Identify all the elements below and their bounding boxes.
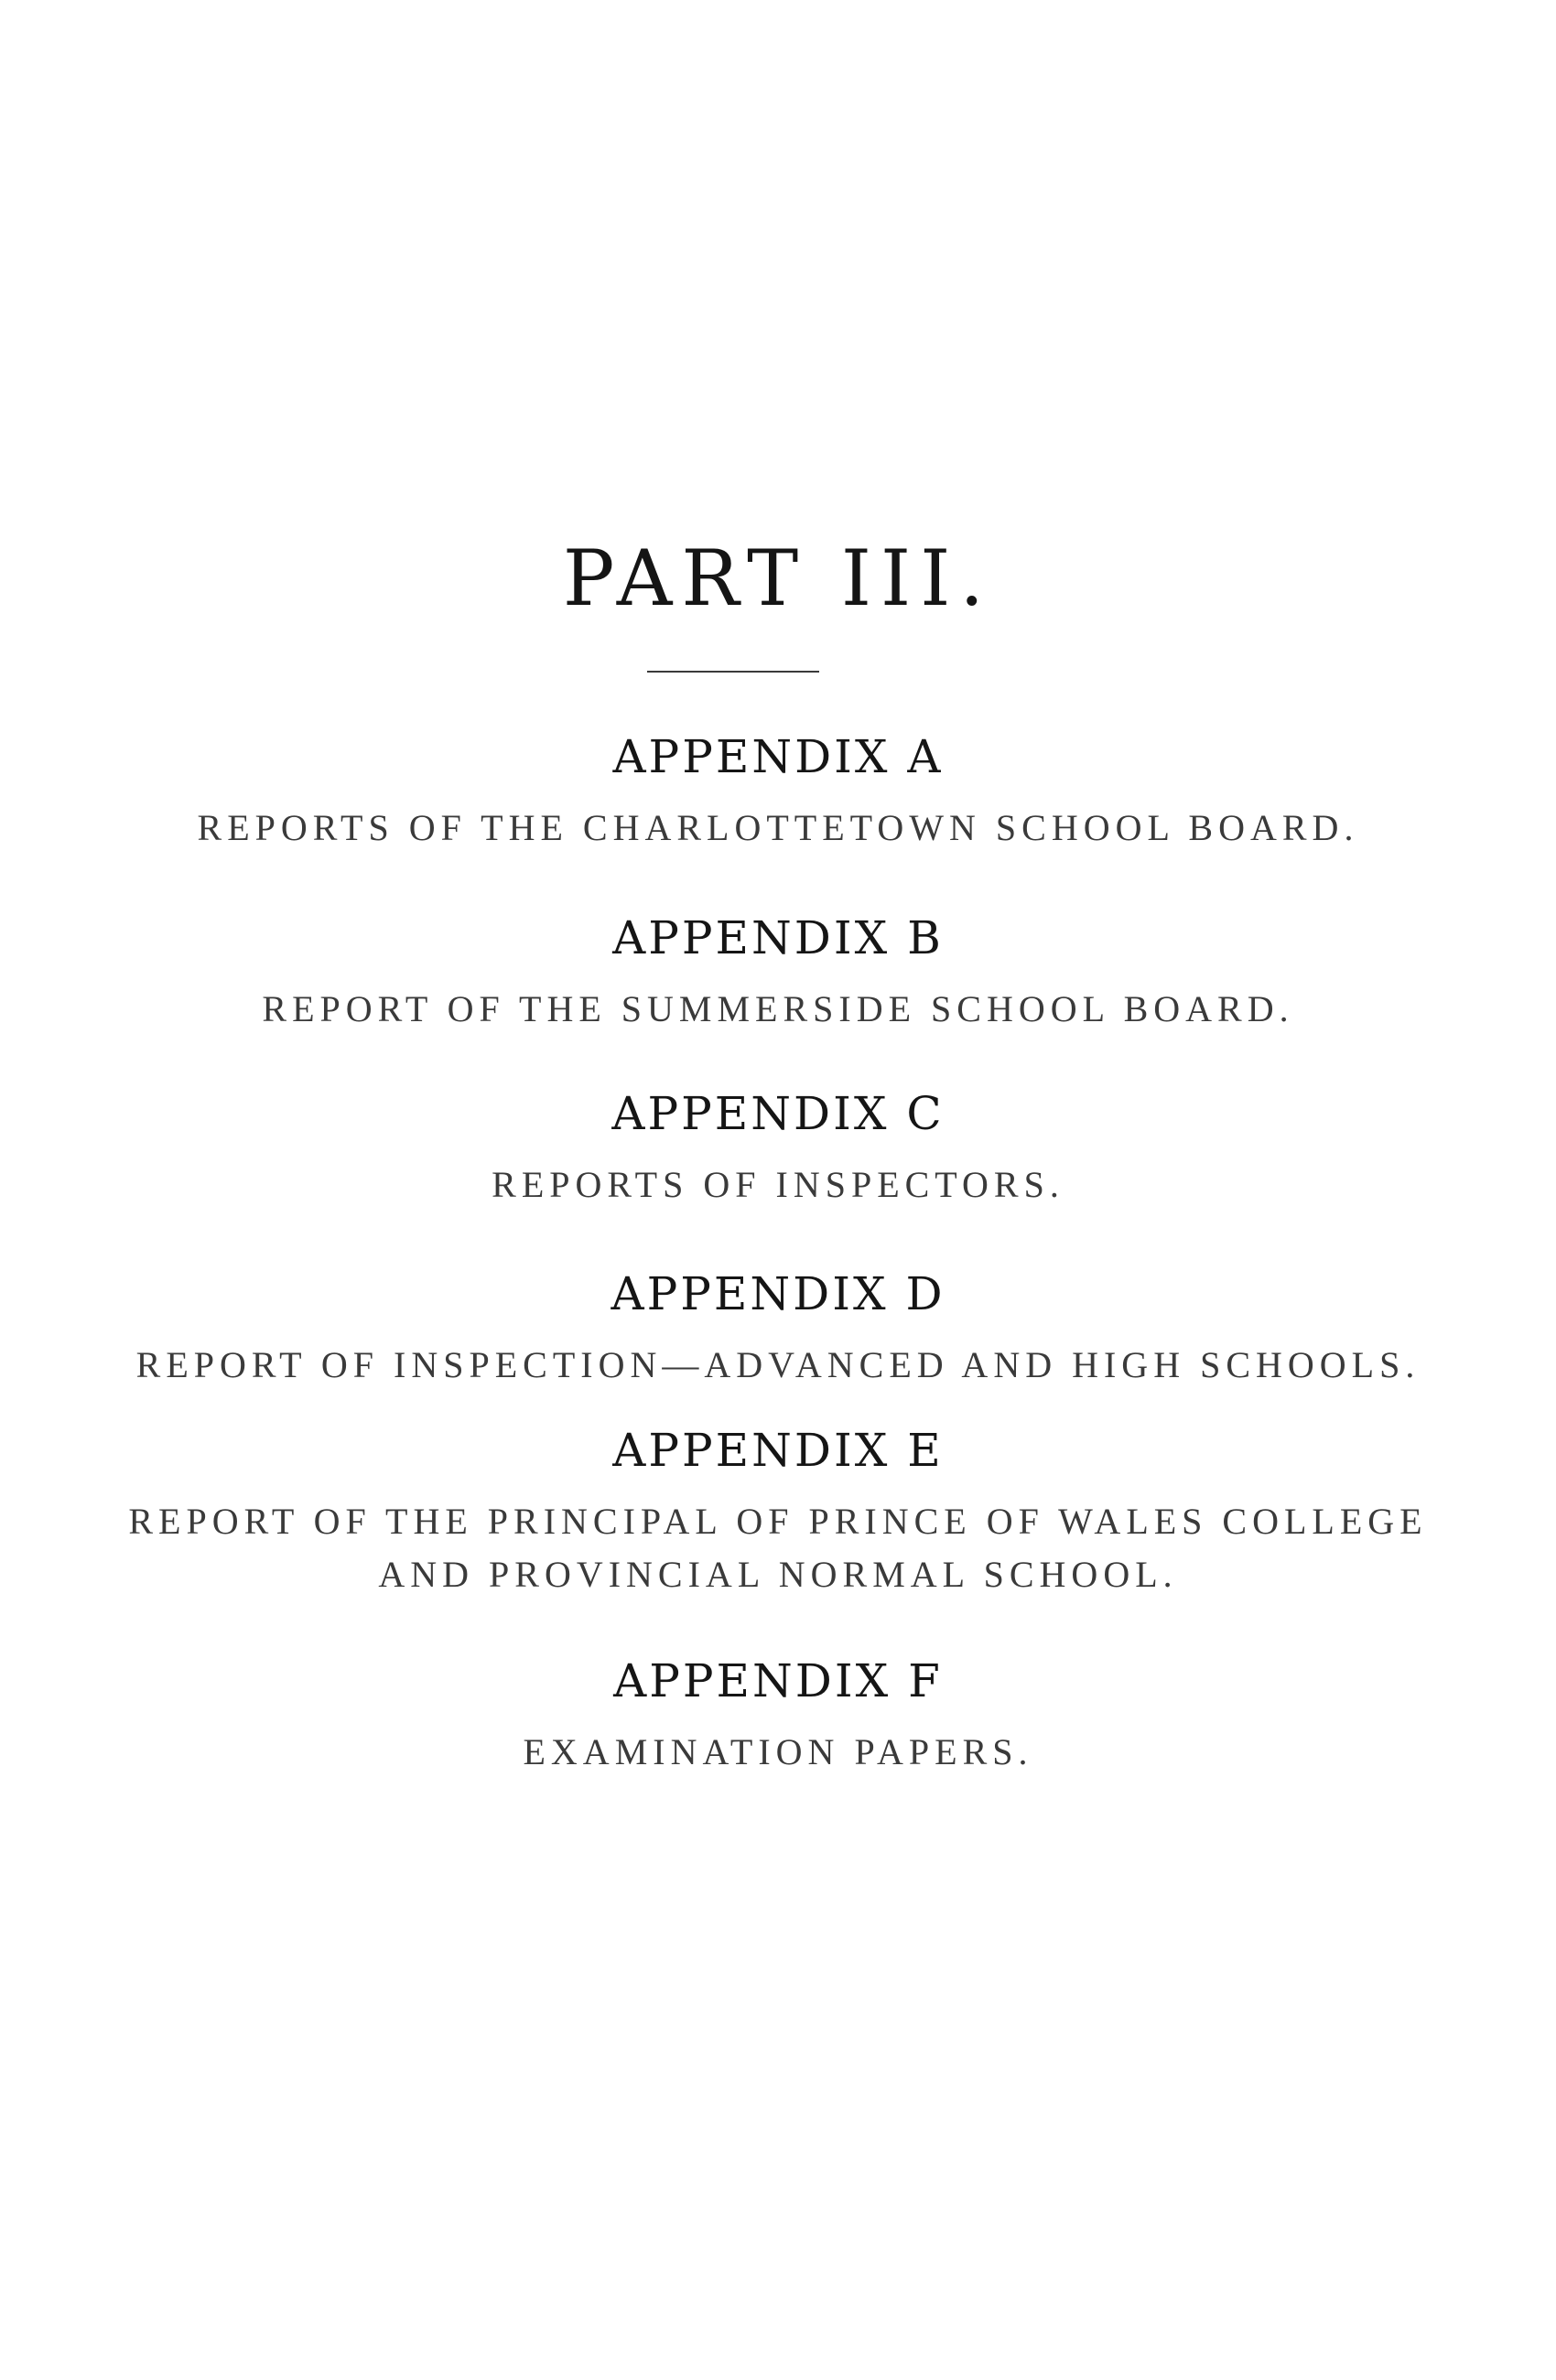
appendix-e [0,1424,1556,1601]
appendix-d-description [0,1339,1556,1392]
appendix-c-description-line: REPORTS OF INSPECTORS. [492,1164,1064,1205]
appendix-f-heading: APPENDIX F [613,1654,943,1707]
appendix-e-heading: APPENDIX E [612,1424,944,1477]
appendix-a-description-line: REPORTS OF THE CHARLOTTETOWN SCHOOL BOARD. [197,807,1359,848]
appendix-c-description [0,1158,1556,1212]
appendix-f [0,1654,1556,1779]
appendix-b-heading: APPENDIX B [612,911,944,964]
appendix-a-description [0,802,1556,855]
appendix-d-heading: APPENDIX D [611,1267,945,1320]
appendix-b-description [0,983,1556,1036]
appendix-c-heading: APPENDIX C [611,1087,945,1140]
appendix-b [0,911,1556,1036]
title-rule [647,671,819,673]
appendix-f-description [0,1726,1556,1779]
appendix-f-description-line: EXAMINATION PAPERS. [523,1731,1033,1772]
appendix-e-description-line-2: AND PROVINCIAL NORMAL SCHOOL. [378,1554,1178,1595]
appendix-d [0,1267,1556,1392]
appendix-b-description-line: REPORT OF THE SUMMERSIDE SCHOOL BOARD. [262,988,1294,1029]
appendix-e-description-line-1: REPORT OF THE PRINCIPAL OF PRINCE OF WALES COLLEGE [128,1501,1428,1542]
appendix-a-heading: APPENDIX A [612,730,944,783]
appendix-c [0,1087,1556,1212]
appendix-e-description [0,1495,1556,1601]
appendix-d-description-line: REPORT OF INSPECTION—ADVANCED AND HIGH SCHOOLS. [135,1344,1421,1385]
part-title: PART III. [562,533,994,623]
appendix-a [0,730,1556,855]
